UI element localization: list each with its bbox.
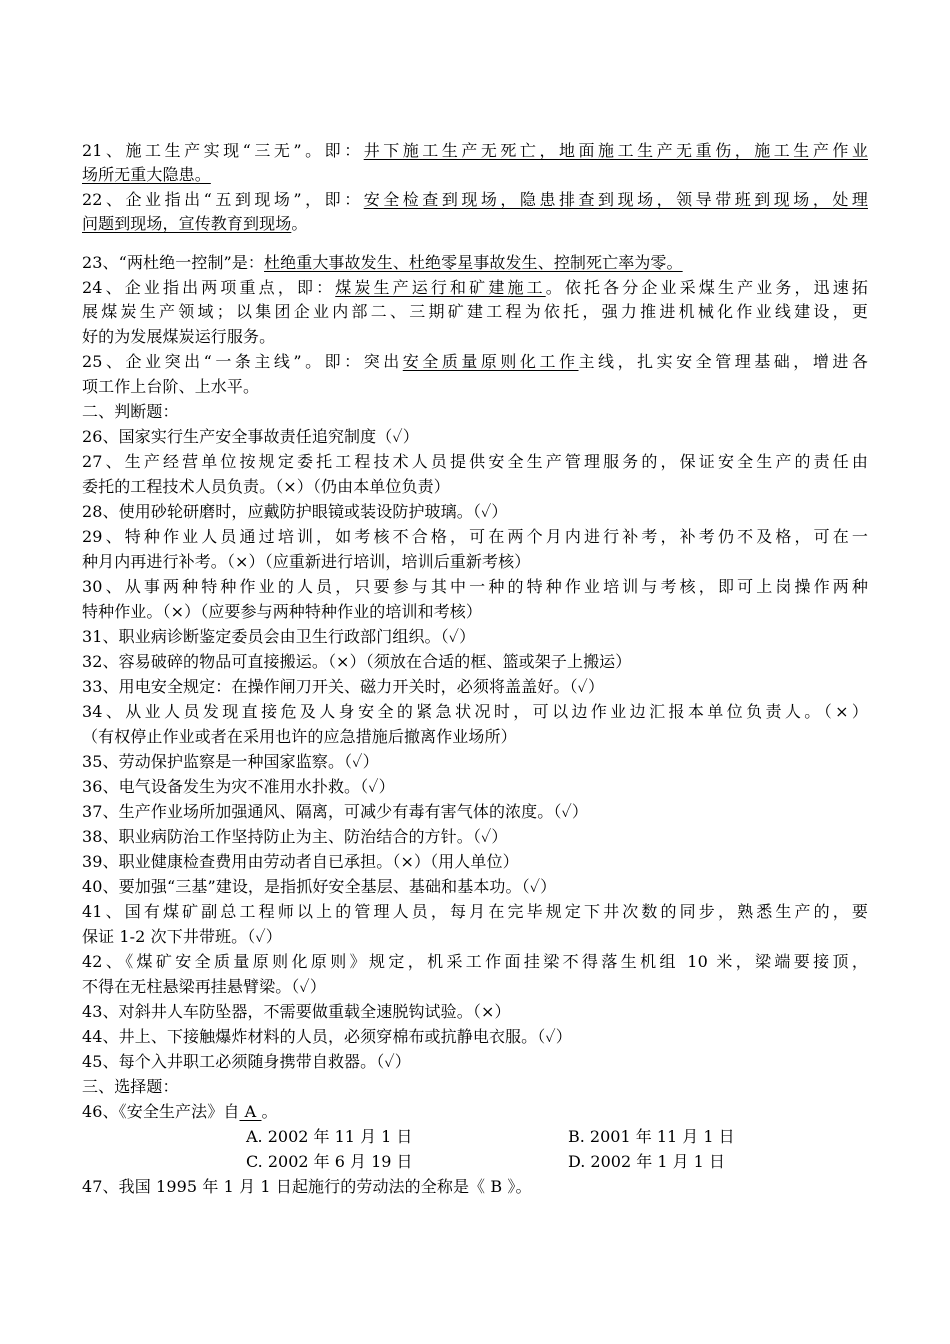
text-line bbox=[82, 949, 868, 974]
section-heading bbox=[82, 1074, 868, 1099]
text-line bbox=[82, 574, 868, 599]
text-line bbox=[82, 211, 868, 236]
text-segment: 30、从事两种特种作业的人员，只要参与其中一种的特种作业培训与考核，即可上岗操作两种 bbox=[82, 577, 868, 596]
text-segment: 25、企业突出“一条主线”。即：突出 bbox=[82, 352, 403, 371]
text-line bbox=[82, 299, 868, 324]
underlined-answer: 问题到现场，宣传教育到现场 bbox=[82, 214, 292, 233]
text-line bbox=[82, 474, 868, 499]
text-segment: 41、国有煤矿副总工程师以上的管理人员，每月在完毕规定下井次数的同步，熟悉生产的，要 bbox=[82, 902, 868, 921]
text-segment: 不得在无柱悬梁再挂悬臂梁。（✓） bbox=[82, 977, 326, 996]
text-segment: 46、《安全生产法》自 bbox=[82, 1102, 240, 1121]
text-segment: （有权停止作业或者在采用也许的应急措施后撤离作业场所） bbox=[82, 727, 517, 746]
text-segment: 44、井上、下接触爆炸材料的人员，必须穿棉布或抗静电衣服。（✓） bbox=[82, 1027, 572, 1046]
text-segment: 项工作上台阶、上水平。 bbox=[82, 377, 260, 396]
text-line bbox=[82, 162, 868, 187]
text-line bbox=[82, 674, 868, 699]
text-segment: 38、职业病防治工作坚持防止为主、防治结合的方针。（✓） bbox=[82, 827, 508, 846]
text-line bbox=[82, 349, 868, 374]
underlined-answer: 安全检查到现场，隐患排查到现场，领导带班到现场，处理 bbox=[363, 190, 868, 209]
option-c: C. 2002 年 6 月 19 日 bbox=[246, 1152, 413, 1171]
text-segment: 35、劳动保护监察是一种国家监察。（✓） bbox=[82, 752, 379, 771]
text-line bbox=[82, 1049, 868, 1074]
text-segment: 。依托各分企业采煤生产业务，迅速拓 bbox=[545, 278, 869, 297]
text-segment: 保证 1-2 次下井带班。（✓） bbox=[82, 927, 282, 946]
text-segment: 24、企业指出两项重点，即： bbox=[82, 278, 336, 297]
text-segment: 。 bbox=[261, 1102, 278, 1121]
underlined-answer: 煤炭生产运行和矿建施工 bbox=[335, 278, 546, 297]
text-segment: 36、电气设备发生为灾不准用水扑救。（✓） bbox=[82, 777, 395, 796]
underlined-answer: 场所无重大隐患。 bbox=[82, 165, 211, 184]
text-line bbox=[82, 374, 868, 399]
text-segment: 47、我国 1995 年 1 月 1 日起施行的劳动法的全称是《 B 》。 bbox=[82, 1177, 532, 1196]
text-line bbox=[82, 549, 868, 574]
text-segment: 展煤炭生产领域；以集团企业内部二、三期矿建工程为依托，强力推进机械化作业线建设，更 bbox=[82, 302, 868, 321]
text-line bbox=[82, 924, 868, 949]
text-line bbox=[82, 275, 868, 300]
option-b: B. 2001 年 11 月 1 日 bbox=[568, 1127, 735, 1146]
text-line bbox=[82, 824, 868, 849]
underlined-answer: 井下施工生产无死亡，地面施工生产无重伤，施工生产作业 bbox=[363, 141, 868, 160]
text-segment: 43、对斜井人车防坠器，不需要做重载全速脱钩试验。（×） bbox=[82, 1002, 511, 1021]
text-line bbox=[82, 999, 868, 1024]
text-segment: 27、生产经营单位按规定委托工程技术人员提供安全生产管理服务的，保证安全生产的责任由 bbox=[82, 452, 868, 471]
text-segment: 31、职业病诊断鉴定委员会由卫生行政部门组织。（✓） bbox=[82, 627, 476, 646]
text-segment: 34、从业人员发现直接危及人身安全的紧急状况时，可以边作业边汇报本单位负责人。（×） bbox=[82, 702, 868, 721]
text-line bbox=[82, 724, 868, 749]
text-line bbox=[82, 849, 868, 874]
text-segment: 主线，扎实安全管理基础，增进各 bbox=[578, 352, 868, 371]
text-line bbox=[82, 1099, 868, 1124]
text-segment: 三、选择题： bbox=[82, 1077, 179, 1096]
text-segment: 40、要加强“三基”建设，是指抓好安全基层、基础和基本功。（✓） bbox=[82, 877, 557, 896]
text-segment: 23、“两杜绝一控制”是： bbox=[82, 253, 265, 272]
text-line bbox=[82, 449, 868, 474]
text-segment: 29、特种作业人员通过培训，如考核不合格，可在两个月内进行补考，补考仍不及格，可在一 bbox=[82, 527, 868, 546]
text-line bbox=[82, 1174, 868, 1199]
text-segment: 28、使用砂轮研磨时，应戴防护眼镜或装设防护玻璃。（✓） bbox=[82, 502, 508, 521]
text-line bbox=[82, 599, 868, 624]
text-segment: 特种作业。（×）（应要参与两种特种作业的培训和考核） bbox=[82, 602, 483, 621]
text-segment: 33、用电安全规定：在操作闸刀开关、磁力开关时，必须将盖盖好。（✓） bbox=[82, 677, 605, 696]
text-line bbox=[82, 250, 868, 275]
text-line bbox=[82, 974, 868, 999]
text-segment: 21、施工生产实现“三无”。即： bbox=[82, 141, 364, 160]
text-line bbox=[82, 524, 868, 549]
text-line bbox=[82, 874, 868, 899]
text-line bbox=[82, 749, 868, 774]
underlined-answer: 杜绝重大事故发生、杜绝零星事故发生、控制死亡率为零。 bbox=[264, 253, 683, 272]
underlined-answer: 安全质量原则化工作 bbox=[402, 352, 579, 371]
text-segment: 45、每个入井职工必须随身携带自救器。（✓） bbox=[82, 1052, 411, 1071]
text-line bbox=[82, 138, 868, 163]
text-segment: 32、容易破碎的物品可直接搬运。（×）（须放在合适的框、篮或架子上搬运） bbox=[82, 652, 632, 671]
section-heading bbox=[82, 399, 868, 424]
text-line bbox=[82, 324, 868, 349]
option-d: D. 2002 年 1 月 1 日 bbox=[568, 1152, 725, 1171]
text-segment: 委托的工程技术人员负责。（×）（仍由本单位负责） bbox=[82, 477, 450, 496]
underlined-answer: A bbox=[239, 1102, 262, 1121]
option-a: A. 2002 年 11 月 1 日 bbox=[246, 1127, 413, 1146]
text-segment: 39、职业健康检查费用由劳动者自已承担。（×）（用人单位） bbox=[82, 852, 519, 871]
text-line bbox=[82, 187, 868, 212]
text-segment: 好的为发展煤炭运行服务。 bbox=[82, 327, 276, 346]
text-segment: 。 bbox=[291, 214, 308, 233]
text-line bbox=[82, 899, 868, 924]
text-line bbox=[82, 424, 868, 449]
text-line bbox=[82, 699, 868, 724]
text-segment: 种月内再进行补考。（×）（应重新进行培训，培训后重新考核） bbox=[82, 552, 531, 571]
text-segment: 42、《煤矿安全质量原则化原则》规定，机采工作面挂梁不得落生机组 10 米，梁端要接顶， bbox=[82, 952, 868, 971]
text-line bbox=[82, 649, 868, 674]
text-segment: 二、判断题： bbox=[82, 402, 179, 421]
text-line bbox=[82, 499, 868, 524]
text-line bbox=[82, 799, 868, 824]
text-line bbox=[82, 774, 868, 799]
text-line bbox=[82, 1024, 868, 1049]
text-segment: 22、企业指出“五到现场”，即： bbox=[82, 190, 364, 209]
text-segment: 37、生产作业场所加强通风、隔离，可减少有毒有害气体的浓度。（✓） bbox=[82, 802, 588, 821]
text-line bbox=[82, 624, 868, 649]
text-segment: 26、国家实行生产安全事故责任追究制度（✓） bbox=[82, 427, 419, 446]
